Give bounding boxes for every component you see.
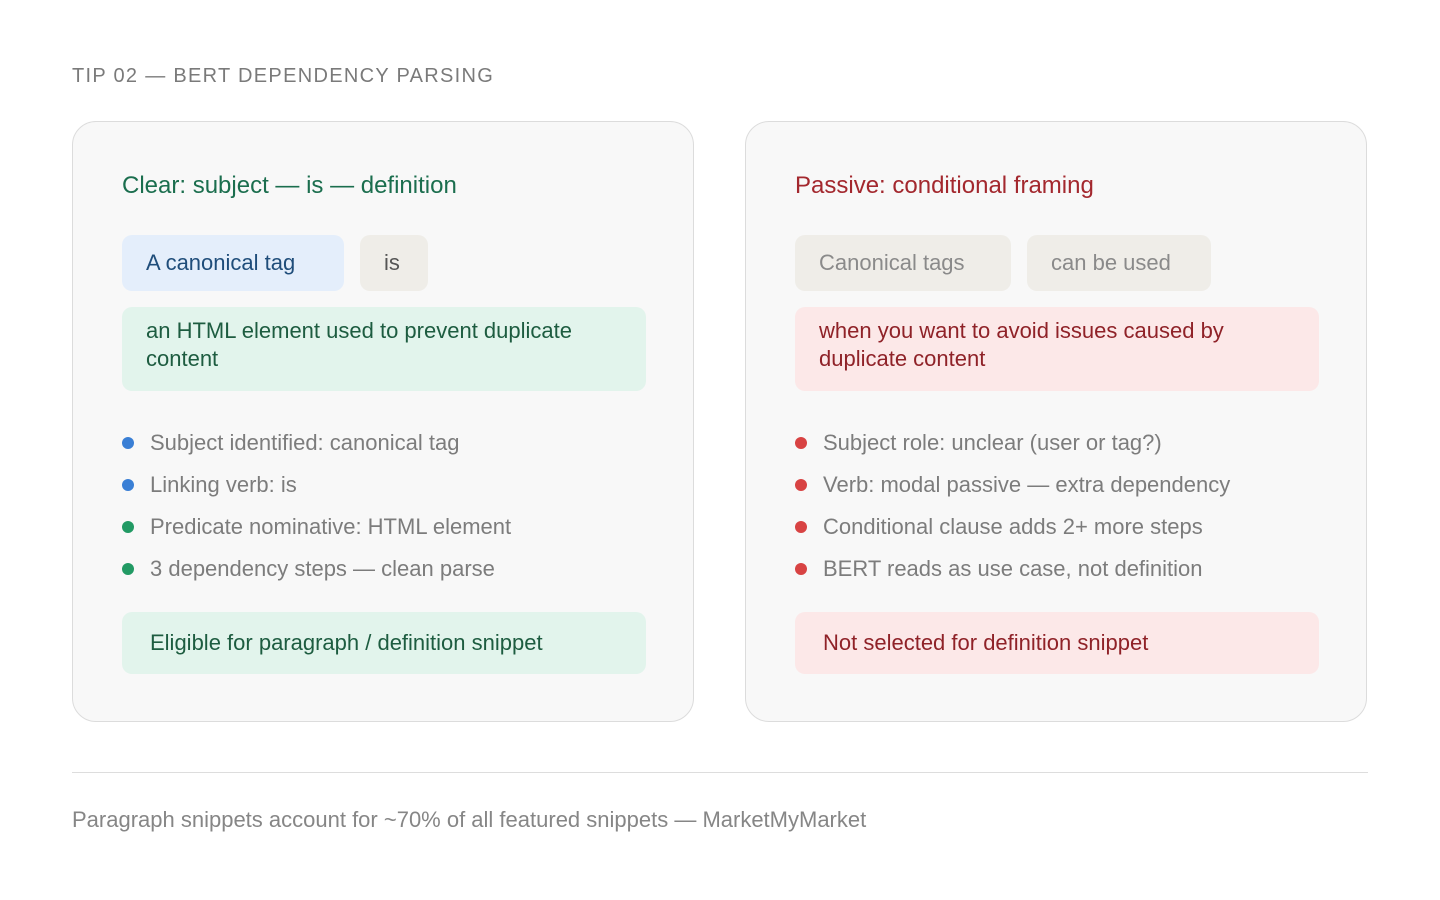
passive-framing-card (745, 121, 1367, 722)
passive-chip-row (795, 235, 1211, 291)
bullet-dot-icon (795, 479, 807, 491)
bullet-text: Verb: modal passive — extra dependency (823, 472, 1231, 497)
clear-card-title: Clear: subject — is — definition (122, 172, 457, 199)
verb-chip: can be used (1027, 235, 1211, 291)
bullet-item (795, 464, 1230, 506)
bullet-item (122, 506, 511, 548)
bullet-dot-icon (122, 563, 134, 575)
bullet-item (122, 548, 511, 590)
bullet-dot-icon (122, 521, 134, 533)
bullet-item (122, 422, 511, 464)
bullet-item (122, 464, 511, 506)
bullet-text: Predicate nominative: HTML element (150, 514, 512, 539)
subject-chip: A canonical tag (122, 235, 344, 291)
bullet-dot-icon (122, 437, 134, 449)
subject-chip: Canonical tags (795, 235, 1011, 291)
tip-kicker: TIP 02 — BERT DEPENDENCY PARSING (72, 65, 495, 87)
bullet-text: 3 dependency steps — clean parse (150, 556, 495, 581)
bullet-dot-icon (795, 563, 807, 575)
bullet-text: Linking verb: is (150, 472, 297, 497)
passive-bullet-list (795, 422, 1230, 590)
bullet-text: Conditional clause adds 2+ more steps (823, 514, 1203, 539)
footer-divider (72, 772, 1368, 773)
predicate-block: an HTML element used to prevent duplicate content (122, 307, 646, 391)
bullet-text: Subject identified: canonical tag (150, 430, 460, 455)
bullet-dot-icon (795, 437, 807, 449)
bullet-dot-icon (122, 479, 134, 491)
clear-bullet-list (122, 422, 511, 590)
bullet-text: BERT reads as use case, not definition (823, 556, 1203, 581)
passive-card-title: Passive: conditional framing (795, 172, 1094, 199)
conditional-clause-block: when you want to avoid issues caused by duplicate content (795, 307, 1319, 391)
verb-chip: is (360, 235, 428, 291)
bullet-item (795, 506, 1230, 548)
not-selected-outcome-badge: Not selected for definition snippet (795, 612, 1319, 674)
footer-note: Paragraph snippets account for ~70% of all featured snippets — MarketMyMarket (72, 807, 867, 832)
bullet-dot-icon (795, 521, 807, 533)
clear-chip-row (122, 235, 428, 291)
bullet-item (795, 422, 1230, 464)
bullet-text: Subject role: unclear (user or tag?) (823, 430, 1162, 455)
bullet-item (795, 548, 1230, 590)
clear-definition-card (72, 121, 694, 722)
eligible-outcome-badge: Eligible for paragraph / definition snippet (122, 612, 646, 674)
